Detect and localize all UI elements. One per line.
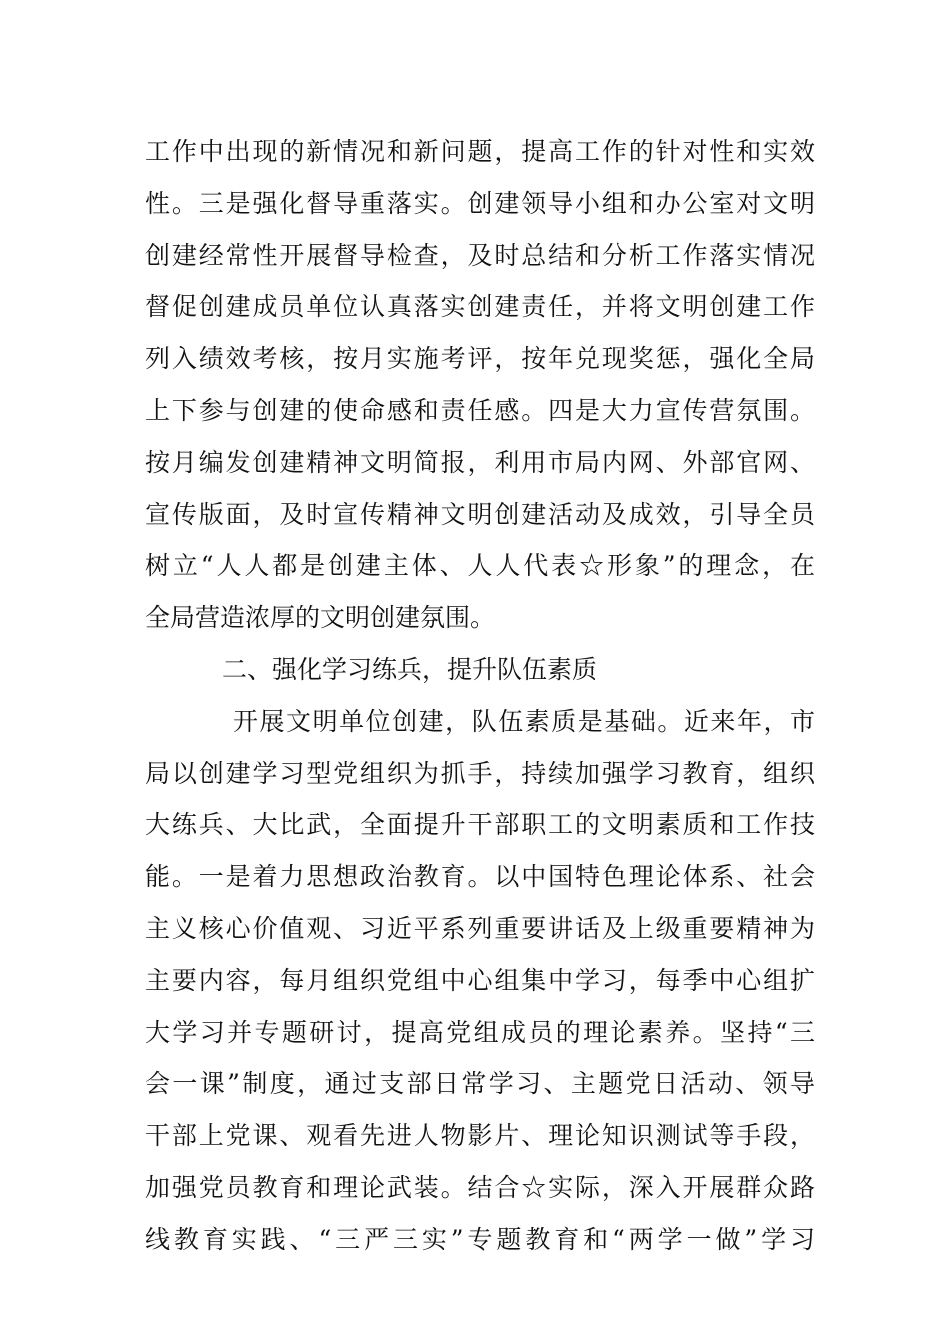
text-line: 线教育实践、“三严三实”专题教育和“两学一做”学习 <box>145 1224 815 1254</box>
paragraph-first-line: 开展文明单位创建，队伍素质是基础。近来年，市 <box>233 706 815 736</box>
text-line: 列入绩效考核，按月实施考评，按年兑现奖惩，强化全局 <box>145 344 815 374</box>
text-line: 督促创建成员单位认真落实创建责任，并将文明创建工作 <box>145 292 815 322</box>
text-line: 宣传版面，及时宣传精神文明创建活动及成效，引导全员 <box>145 499 815 529</box>
text-line: 创建经常性开展督导检查，及时总结和分析工作落实情况 <box>145 240 815 270</box>
text-line: 大练兵、大比武，全面提升干部职工的文明素质和工作技 <box>145 810 815 840</box>
text-line: 加强党员教育和理论武装。结合☆实际，深入开展群众路 <box>145 1172 815 1202</box>
text-line: 上下参与创建的使命感和责任感。四是大力宣传营氛围。 <box>145 395 815 425</box>
text-line: 局以创建学习型党组织为抓手，持续加强学习教育，组织 <box>145 758 815 788</box>
text-line: 工作中出现的新情况和新问题，提高工作的针对性和实效 <box>145 137 815 166</box>
text-line: 干部上党课、观看先进人物影片、理论知识测试等手段， <box>145 1121 815 1151</box>
text-line: 能。一是着力思想政治教育。以中国特色理论体系、社会 <box>145 862 815 892</box>
text-line: 会一课”制度，通过支部日常学习、主题党日活动、领导 <box>145 1069 815 1099</box>
text-line: 按月编发创建精神文明简报，利用市局内网、外部官网、 <box>145 447 815 477</box>
text-line: 性。三是强化督导重落实。创建领导小组和办公室对文明 <box>145 188 815 218</box>
text-line: 主义核心价值观、习近平系列重要讲话及上级重要精神为 <box>145 913 815 943</box>
paragraph-end-line: 全局营造浓厚的文明创建氛围。 <box>145 603 496 633</box>
text-line: 树立“人人都是创建主体、人人代表☆形象”的理念，在 <box>145 551 815 581</box>
text-line: 大学习并专题研讨，提高党组成员的理论素养。坚持“三 <box>145 1017 815 1047</box>
body-text <box>145 126 815 1266</box>
text-line: 主要内容，每月组织党组中心组集中学习，每季中心组扩 <box>145 965 815 995</box>
section-heading: 二、强化学习练兵，提升队伍素质 <box>222 654 598 684</box>
